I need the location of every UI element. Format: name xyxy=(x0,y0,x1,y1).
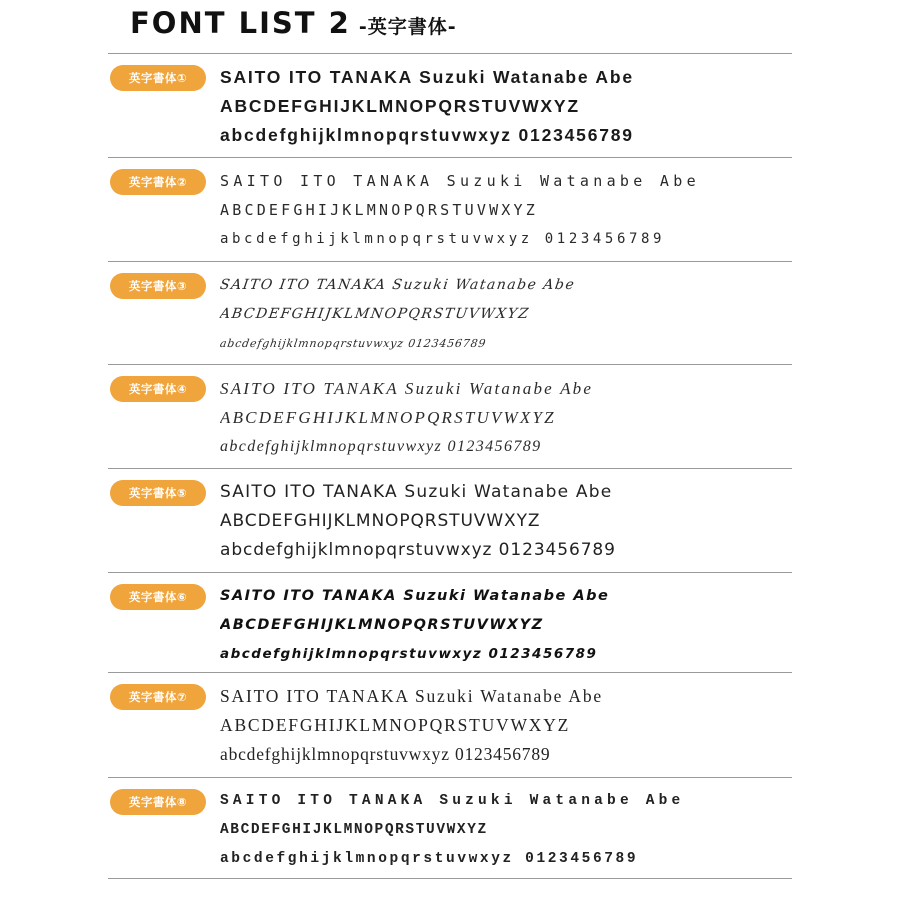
sample-names-line: SAITO ITO TANAKA Suzuki Watanabe Abe xyxy=(220,686,603,706)
font-badge: 英字書体⑤ xyxy=(110,480,206,506)
font-sample-1 xyxy=(108,59,792,161)
sample-lowercase-digits-line: abcdefghijklmnopqrstuvwxyz 0123456789 xyxy=(220,125,634,145)
sample-uppercase-line: ABCDEFGHIJKLMNOPQRSTUVWXYZ xyxy=(220,201,538,219)
sample-uppercase-line: ABCDEFGHIJKLMNOPQRSTUVWXYZ xyxy=(220,822,488,838)
sample-uppercase-line: ABCDEFGHIJKLMNOPQRSTUVWXYZ xyxy=(220,408,556,427)
sample-names-line: SAITO ITO TANAKA Suzuki Watanabe Abe xyxy=(220,172,700,190)
sample-names-line: SAITO ITO TANAKA Suzuki Watanabe Abe xyxy=(220,588,610,604)
font-sample-6 xyxy=(108,578,792,680)
title-main: FONT LIST 2 xyxy=(130,6,351,40)
font-sample-2 xyxy=(108,163,792,265)
font-badge: 英字書体⑧ xyxy=(110,789,206,815)
sample-names-line: SAITO ITO TANAKA Suzuki Watanabe Abe xyxy=(220,482,613,502)
sample-lowercase-digits-line: abcdefghijklmnopqrstuvwxyz 0123456789 xyxy=(220,438,542,455)
sample-lines xyxy=(220,63,792,150)
sample-lowercase-digits-line: abcdefghijklmnopqrstuvwxyz 0123456789 xyxy=(220,231,666,247)
sample-lowercase-digits-line: abcdefghijklmnopqrstuvwxyz 0123456789 xyxy=(220,540,616,560)
font-sample-3 xyxy=(108,267,792,369)
page-title xyxy=(130,6,457,46)
sample-lowercase-digits-line: abcdefghijklmnopqrstuvwxyz 0123456789 xyxy=(220,646,598,662)
font-badge: 英字書体③ xyxy=(110,273,206,299)
sample-names-line: SAITO ITO TANAKA Suzuki Watanabe Abe xyxy=(220,379,594,398)
title-subtitle: -英字書体- xyxy=(358,16,457,38)
sample-uppercase-line: ABCDEFGHIJKLMNOPQRSTUVWXYZ xyxy=(218,306,531,322)
font-badge: 英字書体① xyxy=(110,65,206,91)
sample-lines xyxy=(220,582,792,669)
font-badge: 英字書体② xyxy=(110,169,206,195)
sample-lines xyxy=(220,787,792,874)
font-badge: 英字書体④ xyxy=(110,376,206,402)
sample-lines xyxy=(220,271,792,358)
font-sample-5 xyxy=(108,474,792,576)
divider xyxy=(108,53,792,54)
sample-lowercase-digits-line: abcdefghijklmnopqrstuvwxyz 0123456789 xyxy=(219,337,488,350)
sample-lowercase-digits-line: abcdefghijklmnopqrstuvwxyz 0123456789 xyxy=(220,744,551,764)
font-badge: 英字書体⑥ xyxy=(110,584,206,610)
sample-uppercase-line: ABCDEFGHIJKLMNOPQRSTUVWXYZ xyxy=(220,617,544,633)
sample-lines xyxy=(220,478,792,565)
sample-lines xyxy=(220,682,792,769)
sample-uppercase-line: ABCDEFGHIJKLMNOPQRSTUVWXYZ xyxy=(220,715,571,735)
sample-names-line: SAITO ITO TANAKA Suzuki Watanabe Abe xyxy=(220,793,685,809)
sample-lines xyxy=(220,167,792,254)
sample-names-line: SAITO ITO TANAKA Suzuki Watanabe Abe xyxy=(220,67,634,87)
sample-uppercase-line: ABCDEFGHIJKLMNOPQRSTUVWXYZ xyxy=(220,96,580,116)
sample-names-line: SAITO ITO TANAKA Suzuki Watanabe Abe xyxy=(218,277,577,293)
sample-lines xyxy=(220,374,792,461)
font-sample-8 xyxy=(108,783,792,885)
font-badge: 英字書体⑦ xyxy=(110,684,206,710)
font-sample-7 xyxy=(108,678,792,780)
font-sample-4 xyxy=(108,370,792,472)
sample-uppercase-line: ABCDEFGHIJKLMNOPQRSTUVWXYZ xyxy=(220,511,541,531)
sample-lowercase-digits-line: abcdefghijklmnopqrstuvwxyz 0123456789 xyxy=(220,851,639,867)
